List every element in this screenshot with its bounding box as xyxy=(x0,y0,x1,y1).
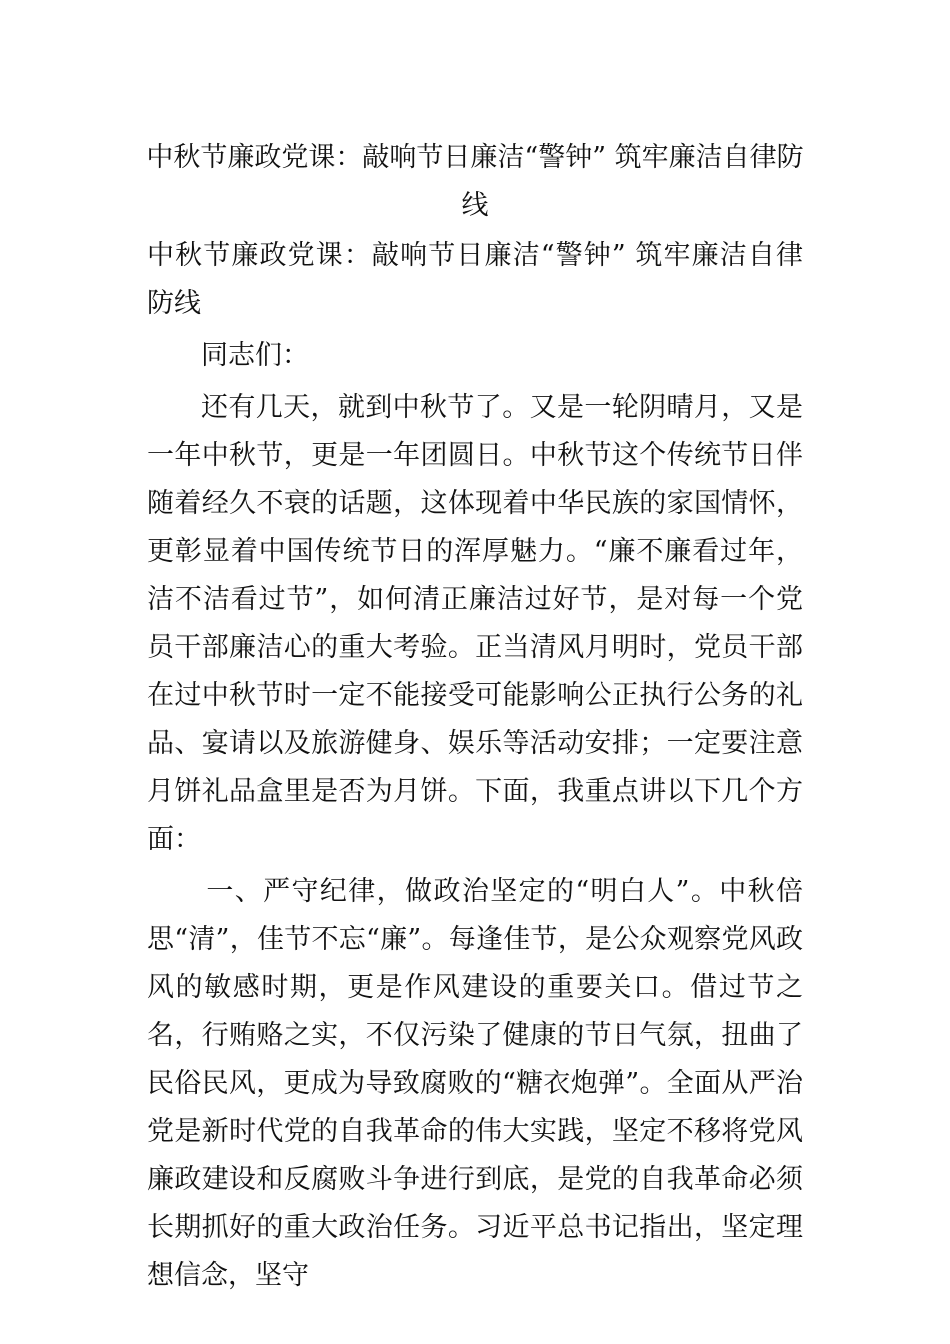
paragraph-section-one: 一、严守纪律，做政治坚定的“明白人”。中秋倍思“清”，佳节不忘“廉”。每逢佳节，是公众观察党风政风的敏感时期，更是作风建设的重要关口。借过节之名，行贿赂之实，不仅污染了健康的节日气氛，扭曲了民俗民风，更成为导致腐败的“糖衣炮弹”。全面从严治党是新时代党的自我革命的伟大实践，坚定不移将党风廉政建设和反腐败斗争进行到底，是党的自我革命必须长期抓好的重大政治任务。习近平总书记指出，坚定理想信念，坚守 xyxy=(147,876,803,1291)
document-title: 中秋节廉政党课：敲响节日廉洁“警钟” 筑牢廉洁自律防线 xyxy=(146,142,804,221)
document-body xyxy=(147,232,803,1304)
salutation: 同志们： xyxy=(201,340,309,371)
paragraph-intro: 还有几天，就到中秋节了。又是一轮阴晴月，又是一年中秋节，更是一年团圆日。中秋节这个传统节日伴随着经久不衰的话题，这体现着中华民族的家国情怀，更彰显着中国传统节日的浑厚魅力。“廉不廉看过年，洁不洁看过节”，如何清正廉洁过好节，是对每一个党员干部廉洁心的重大考验。正当清风月明时，党员干部在过中秋节时一定不能接受可能影响公正执行公务的礼品、宴请以及旅游健身、娱乐等活动安排；一定要注意月饼礼品盒里是否为月饼。下面，我重点讲以下几个方面： xyxy=(147,392,803,855)
document-subtitle: 中秋节廉政党课：敲响节日廉洁“警钟” 筑牢廉洁自律防线 xyxy=(147,240,803,319)
